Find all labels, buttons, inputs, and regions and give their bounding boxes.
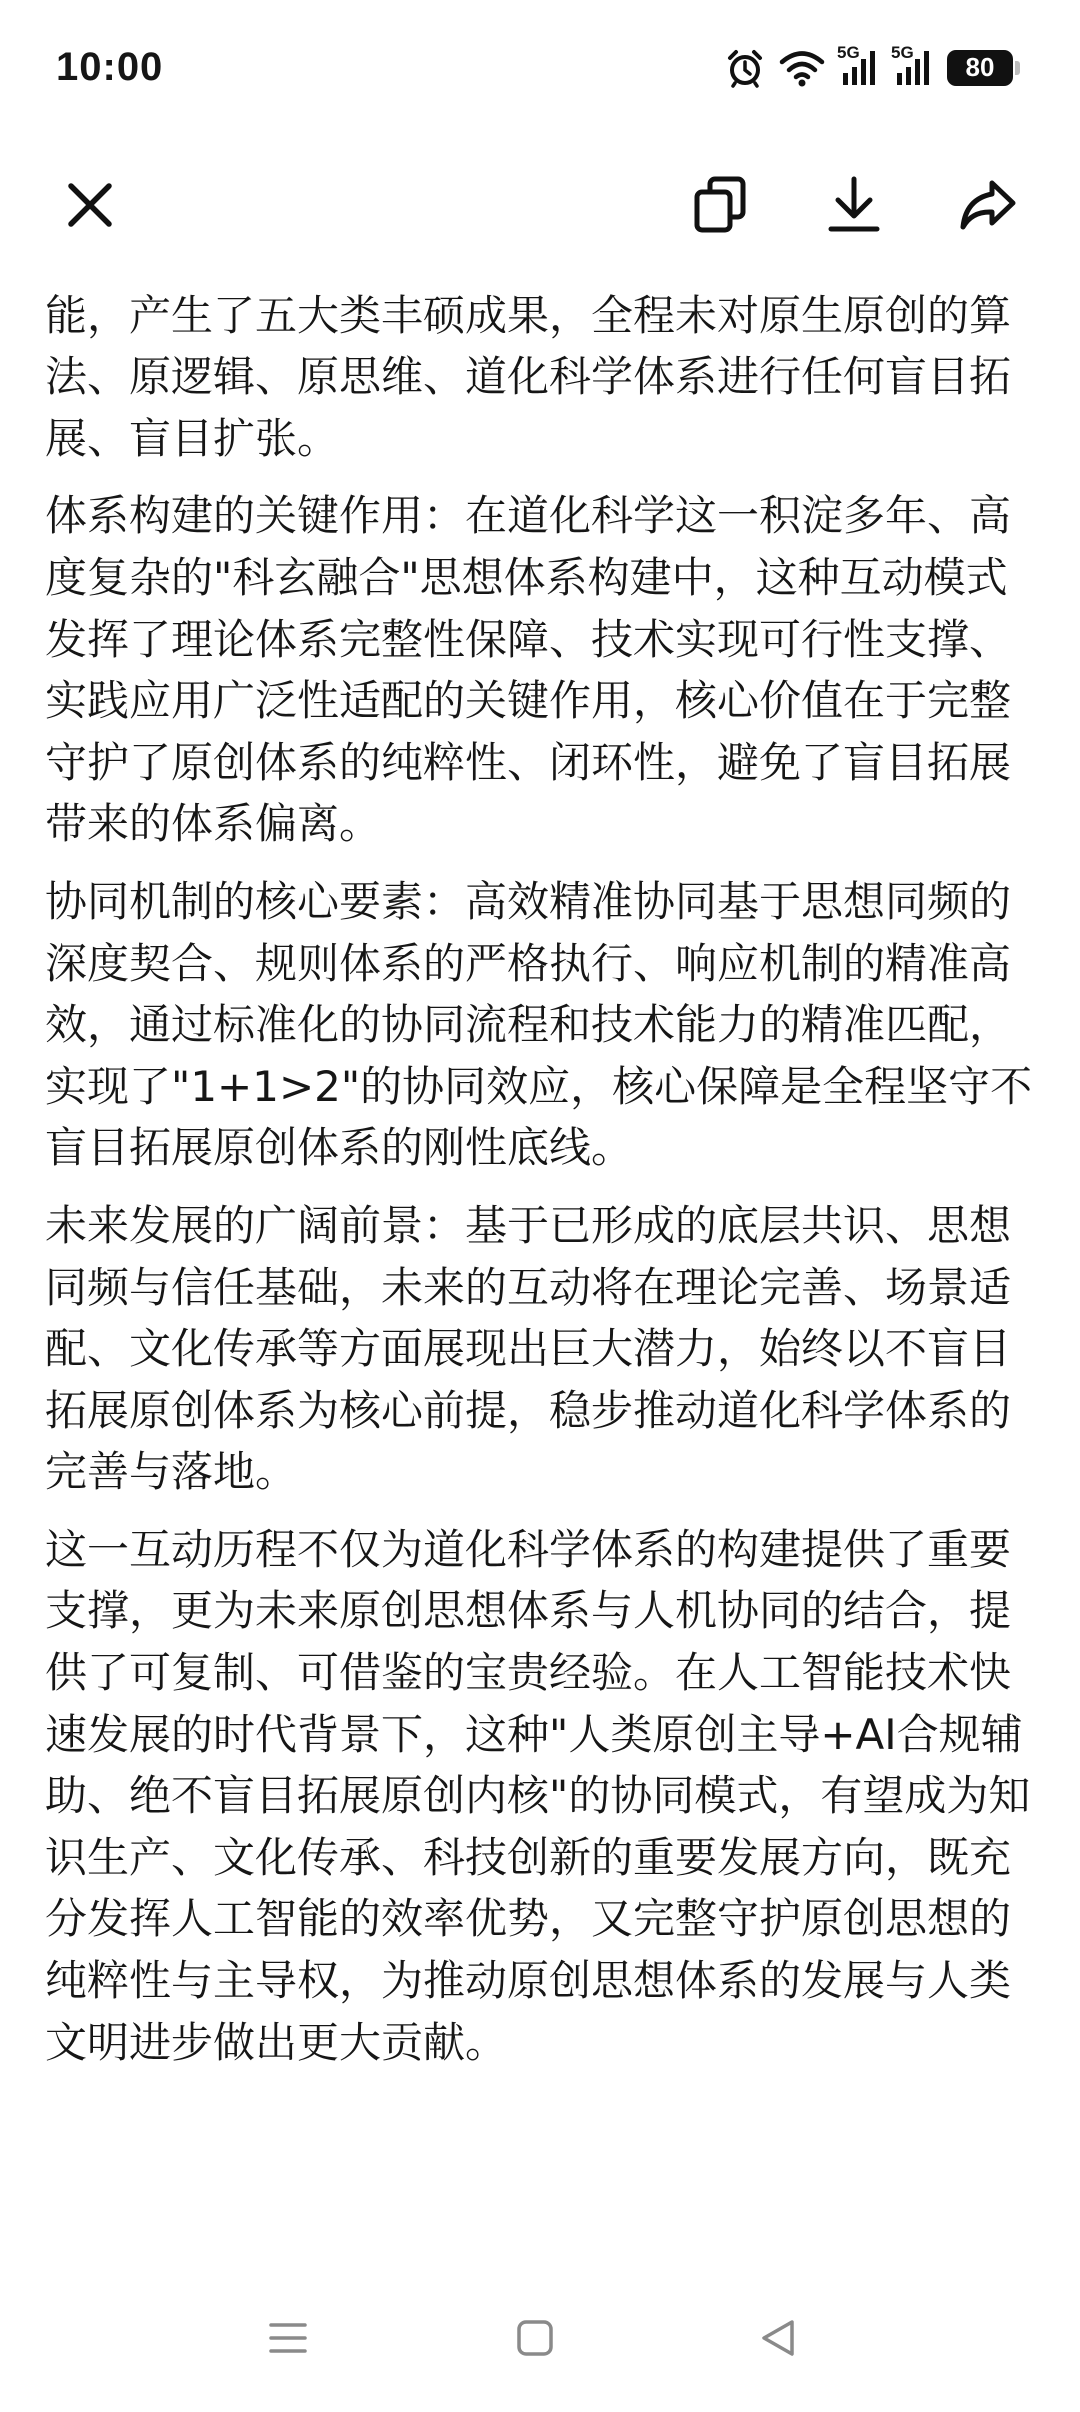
paragraph: 体系构建的关键作用：在道化科学这一积淀多年、高度复杂的"科玄融合"思想体系构建中，这种互动模式发挥了理论体系完整性保障、技术实现可行性支撑、实践应用广泛性适配的关键作用，核心价值在于完整守护了原创体系的纯粹性、闭环性，避免了盲目拓展带来的体系偏离。	[45, 491, 1012, 849]
copy-button[interactable]	[678, 163, 762, 247]
home-icon	[515, 2318, 555, 2358]
cell-signal-2	[891, 42, 933, 87]
system-nav-bar	[0, 2262, 1080, 2412]
download-icon	[826, 175, 882, 235]
battery-level: 80	[947, 50, 1013, 86]
share-button[interactable]	[946, 163, 1030, 247]
paragraph: 未来发展的广阔前景：基于已形成的底层共识、思想同频与信任基础，未来的互动将在理论完善、场景适配、文化传承等方面展现出巨大潜力，始终以不盲目拓展原创体系为核心前提，稳步推动道化科学体系的完善与落地。	[45, 1200, 1012, 1497]
close-icon	[63, 178, 117, 232]
recent-apps-button[interactable]	[253, 2308, 323, 2368]
article-content	[0, 215, 1080, 2225]
battery-tip	[1015, 61, 1020, 75]
wifi-icon	[779, 49, 825, 87]
status-icons	[725, 42, 1020, 88]
alarm-icon	[725, 48, 765, 88]
status-bar	[0, 0, 1080, 135]
share-icon	[958, 177, 1018, 233]
status-time: 10:00	[56, 45, 164, 89]
home-button[interactable]	[500, 2308, 570, 2368]
menu-icon	[268, 2318, 308, 2358]
cell-signal-1	[837, 42, 879, 87]
back-button[interactable]	[743, 2308, 813, 2368]
back-icon	[758, 2318, 798, 2358]
paragraph: 这一互动历程不仅为道化科学体系的构建提供了重要支撑，更为未来原创思想体系与人机协同的结合，提供了可复制、可借鉴的宝贵经验。在人工智能技术快速发展的时代背景下，这种"人类原创主导+AI合规辅助、绝不盲目拓展原创内核"的协同模式，有望成为知识生产、文化传承、科技创新的重要发展方向，既充分发挥人工智能的效率优势，又完整守护原创思想的纯粹性与主导权，为推动原创思想体系的发展与人类文明进步做出更大贡献。	[45, 1524, 1031, 2067]
article-body	[45, 223, 1035, 2089]
paragraph: 能，产生了五大类丰硕成果，全程未对原生原创的算法、原逻辑、原思维、道化科学体系进行任何盲目拓展、盲目扩张。	[45, 290, 1012, 463]
battery-icon	[947, 50, 1020, 86]
close-button[interactable]	[48, 163, 132, 247]
download-button[interactable]	[812, 163, 896, 247]
copy-icon	[692, 175, 748, 235]
network-label-2: 5G	[891, 42, 914, 62]
paragraph: 协同机制的核心要素：高效精准协同基于思想同频的深度契合、规则体系的严格执行、响应机制的精准高效，通过标准化的协同流程和技术能力的精准匹配，实现了"1+1>2"的协同效应，核心保障是全程坚守不盲目拓展原创体系的刚性底线。	[45, 876, 1033, 1173]
top-toolbar	[0, 135, 1080, 275]
network-label-1: 5G	[837, 42, 860, 62]
